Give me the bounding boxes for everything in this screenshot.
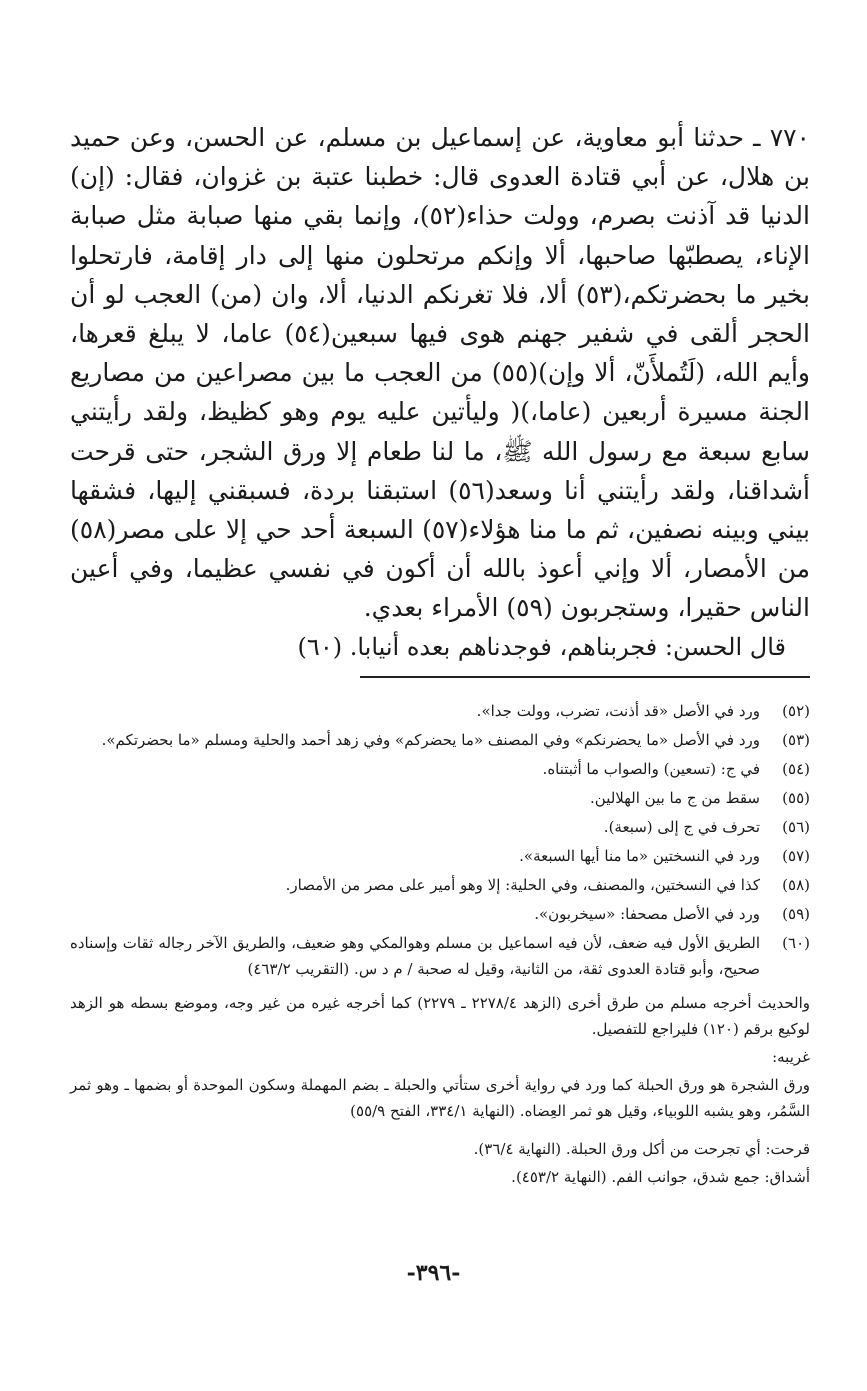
footnote-text: ورد في النسختين «ما منا أيها السبعة». [519,846,760,865]
commentary-paragraph: ورق الشجرة هو ورق الحبلة كما ورد في رواية أخرى ستأتي والحبلة ـ بضم المهملة وسكون الموحدة أو بضمها ـ وهو ثمر السَّمُر، وهو يشبه اللوبياء، وقيل هو ثمر العِضاه. (النهاية ٣٣٤/١، الفتح ٥٥/٩) [70,1075,810,1120]
footnote-text: ورد في الأصل «قد أذنت، تضرب، وولت جدا». [476,701,760,720]
page-content [70,118,810,1192]
footnote-text: في ج: (تسعين) والصواب ما أثبتناه. [542,759,760,778]
footnote [70,872,810,898]
commentary-paragraph: والحديث أخرجه مسلم من طرق أخرى (الزهد ٢٢٧٨/٤ ـ ٢٢٧٩) كما أخرجه غيره من غير وجه، وموضع بسطه هو الزهد لوكيع برقم (١٢٠) فليراجع للتفصيل. [70,993,811,1038]
footnote-number: (٥٧) [782,846,810,865]
page-number: -٣٩٦- [406,1260,461,1286]
footnotes [70,698,810,1190]
footnote-number: (٥٥) [782,788,810,807]
footnote-number: (٥٣) [782,730,810,749]
footnote-divider [360,676,810,678]
footnote [70,930,810,982]
footnote [70,698,810,724]
footnote-number: (٥٦) [782,817,810,836]
commentary-paragraph: قرحت: أي تجرحت من أكل ورق الحبلة. (النهاية ٣٦/٤). [473,1139,810,1158]
footnote-text: ورد في الأصل مصحفا: «سيخربون». [534,904,760,923]
footnote [70,756,810,782]
footnote-number: (٥٢) [782,701,810,720]
footnote-continuation [70,990,810,1190]
footnote [70,785,810,811]
footnote [70,814,810,840]
footnote [70,901,810,927]
footnote-text: الطريق الأول فيه ضعف، لأن فيه اسماعيل بن مسلم وهوالمكي وهو ضعيف، والطريق الآخر رجاله ثقات وإسناده صحيح، وأبو قتادة العدوى ثقة، من الثانية، وقيل له صحبة / م د س. (التقريب ٤٦٣/٢) [70,933,760,978]
main-paragraph: ٧٧٠ ـ حدثنا أبو معاوية، عن إسماعيل بن مسلم، عن الحسن، وعن حميد بن هلال، عن أبي قتادة العدوى قال: خطبنا عتبة بن غزوان، فقال: (إن) الدنيا قد آذنت بصرم، وولت حذاء(٥٢)، وإنما بقي منها صبابة مثل صبابة الإناء، يصطبّها صاحبها، ألا وإنكم مرتحلون منها إلى دار إقامة، فارتحلوا بخير ما بحضرتكم،(٥٣) ألا، فلا تغرنكم الدنيا، ألا، وان (من) العجب لو أن الحجر ألقى في شفير جهنم هوى فيها سبعين(٥٤) عاما، لا يبلغ قعرها، وأيم الله، (لَتُملأَنّ، ألا وإن)(٥٥) من العجب ما بين مصراعين من مصاريع الجنة مسيرة أربعين (عاما،)( وليأتين عليه يوم وهو كظيظ، ولقد رأيتني سابع سبعة مع رسول الله ﷺ، ما لنا طعام إلا ورق الشجر، حتى قرحت أشداقنا، ولقد رأيتني أنا وسعد(٥٦) استبقنا بردة، فسبقني إليها، فشقها بيني وبينه نصفين، ثم ما منا هؤلاء(٥٧) السبعة أحد حي إلا على مصر(٥٨) من الأمصار، ألا وإني أعوذ بالله أن أكون في نفسي عظيما، وفي أعين الناس حقيرا، وستجربون (٥٩) الأمراء بعدي. [70,123,811,623]
section-label-gharib: غريبه: [772,1047,810,1066]
closing-line: قال الحسن: فجربناهم، فوجدناهم بعده أنيابا. (٦٠) [297,632,786,661]
footnote-text: كذا في النسختين، والمصنف، وفي الحلية: إلا وهو أمير على مصر من الأمصار. [285,875,760,894]
footnote-text: سقط من ج ما بين الهلالين. [590,788,760,807]
footnote [70,727,810,753]
footnote-number: (٥٩) [782,904,810,923]
footnote-text: تحرف في ج إلى (سبعة). [603,817,760,836]
footnote-number: (٥٨) [782,875,810,894]
footnote-number: (٥٤) [782,759,810,778]
commentary-paragraph: أشداق: جمع شدق، جوانب الفم. (النهاية ٤٥٣/٢). [511,1167,810,1186]
footnote-number: (٦٠) [782,933,810,952]
footnote-text: ورد في الأصل «ما يحضرنكم» وفي المصنف «ما يحضركم» وفي زهد أحمد والحلية ومسلم «ما بحضرتكم». [101,730,760,749]
footnote [70,843,810,869]
